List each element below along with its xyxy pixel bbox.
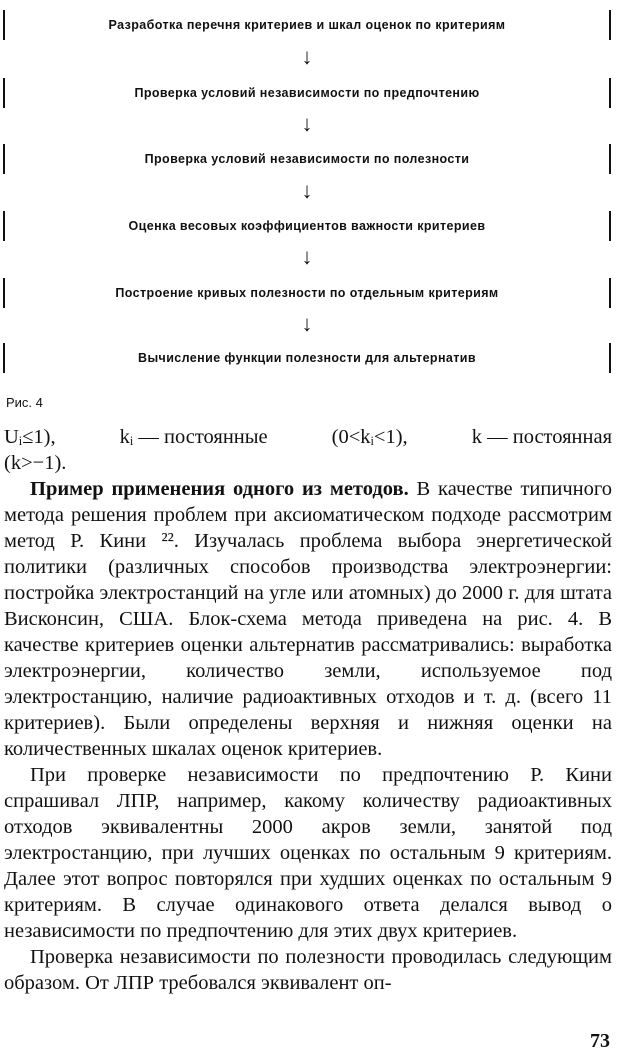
flowchart-step-label: Оценка весовых коэффициентов важности критериев [128,219,486,233]
flowchart-step-3 [3,144,611,174]
page-number: 73 [590,1030,610,1052]
paragraph-text: В качестве типичного метода решения проблем при аксиоматическом подходе рассмотрим метод Р. Кини ²². Изучалась проблема выбора энергетической политики (различных способов производства электроэнергии: постройка электростанций на угле или атомных) до 2000 г. для штата Висконсин, США. Блок-схема метода приведена на рис. 4. В качестве критериев оценки альтернатив рассматривались: выработка электроэнергии, количество земли, используемое под электростанцию, наличие радиоактивных отходов и т. д. (всего 11 критериев). Были определены верхняя и нижняя оценки на количественных шкалах оценок критериев. [4,478,612,760]
down-arrow-icon: ↓ [301,44,313,69]
formula-fragment: k — постоянная [471,426,612,448]
formula-fragment: (0<kᵢ<1), [331,426,408,448]
paragraph-1 [4,476,612,762]
paragraph-heading: Пример применения одного из методов. [30,478,409,500]
paragraph-3: Проверка независимости по полезности проводилась следующим образом. От ЛПР требовался эквивалент оп- [4,946,612,994]
paragraph-2: При проверке независимости по предпочтению Р. Кини спрашивал ЛПР, например, какому количеству радиоактивных отходов эквивалентны 2000 акров земли, занятой под электростанцию, при лучших оценках по остальным 9 критериям. Далее этот вопрос повторялся при худших оценках по остальным 9 критериям. В случае одинакового ответа делался вывод о независимости по предпочтению для этих двух критериев. [4,764,612,942]
flowchart-step-label: Вычисление функции полезности для альтернатив [138,351,476,365]
flowchart-step-label: Разработка перечня критериев и шкал оценок по критериям [108,18,506,32]
down-arrow-icon: ↓ [301,111,313,136]
down-arrow-icon: ↓ [301,244,313,269]
flowchart-step-5 [3,278,611,308]
flowchart-step-label: Проверка условий независимости по предпочтению [134,86,480,100]
flowchart-step-label: Построение кривых полезности по отдельным критериям [115,286,499,300]
figure-caption: Рис. 4 [6,395,43,410]
formula-line [4,424,612,450]
flowchart-step-2 [3,78,611,108]
formula-fragment: Uᵢ≤1), [4,426,56,448]
flowchart-step-4 [3,211,611,241]
flowchart-step-1 [3,10,611,40]
down-arrow-icon: ↓ [301,311,313,336]
flowchart-step-label: Проверка условий независимости по полезности [144,152,470,166]
formula-line-2: (k>−1). [4,452,67,474]
formula-fragment: kᵢ — постоянные [119,426,268,448]
down-arrow-icon: ↓ [301,178,313,203]
body-text [4,424,612,996]
flowchart-step-6 [3,343,611,373]
